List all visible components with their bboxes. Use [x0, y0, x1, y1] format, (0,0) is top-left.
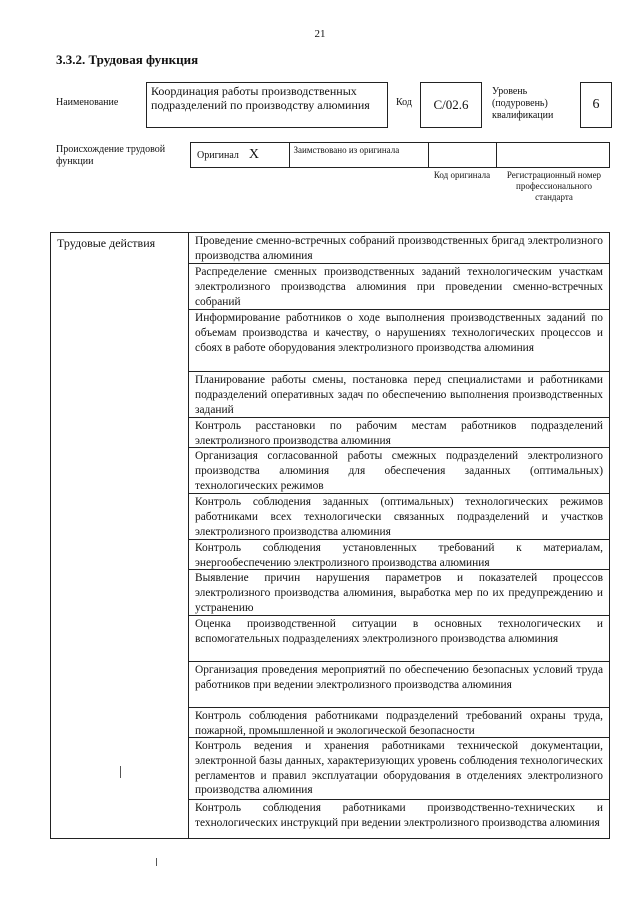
borrowed-label: Заимствовано из оригинала	[289, 143, 428, 167]
original-mark: X	[248, 147, 260, 162]
action-row: Распределение сменных производственных заданий технологическим участкам электролизного производства алюминия при проведении сменно-встречных собраний	[189, 263, 609, 309]
action-row: Информирование работников о ходе выполнения производственных заданий по объемам производства и качеству, о нарушениях технологических процессов и сбоях в работе оборудования электролизного производства алюминия	[189, 309, 609, 371]
origin-label: Происхождение трудовой функции	[56, 144, 166, 167]
action-row: Планирование работы смены, постановка перед специалистами и работниками подразделений оперативных задач по обеспечению выполнения производственных заданий	[189, 371, 609, 417]
original-code-cell	[428, 143, 496, 167]
scan-mark	[156, 858, 157, 866]
action-row: Контроль соблюдения установленных требований к материалам, энергообеспечению электролизного производства алюминия	[189, 539, 609, 569]
action-row: Организация проведения мероприятий по обеспечению безопасных условий труда работников при ведении электролизного производства алюминия	[189, 661, 609, 707]
action-row: Организация согласованной работы смежных подразделений электролизного производства алюминия для обеспечения заданных (оптимальных) технологических режимов	[189, 447, 609, 493]
labor-actions-table	[50, 232, 610, 839]
reg-number-cell	[496, 143, 609, 167]
scan-mark	[120, 766, 121, 778]
function-name-box: Координация работы производственных подразделений по производству алюминия	[146, 82, 388, 128]
level-label: Уровень (подуровень) квалификации	[492, 86, 554, 121]
function-code-box: С/02.6	[420, 82, 482, 128]
original-cell	[191, 143, 289, 167]
origin-table	[190, 142, 610, 168]
labor-actions-label: Трудовые действия	[51, 233, 189, 838]
section-title: 3.3.2. Трудовая функция	[56, 52, 199, 67]
action-row: Выявление причин нарушения параметров и показателей процессов электролизного производства алюминия, выработка мер по их предупреждению и устранению	[189, 569, 609, 615]
action-row: Контроль расстановки по рабочим местам работников подразделений электролизного производства алюминия	[189, 417, 609, 447]
action-row: Контроль соблюдения работниками подразделений требований охраны труда, пожарной, промышленной и экологической безопасности	[189, 707, 609, 737]
name-label: Наименование	[56, 97, 119, 108]
page-number: 21	[314, 28, 326, 40]
original-label: Оригинал	[197, 149, 239, 161]
reg-number-caption: Регистрационный номер профессионального стандарта	[506, 170, 602, 202]
qualification-level-box: 6	[580, 82, 612, 128]
action-row: Проведение сменно-встречных собраний производственных бригад электролизного производства алюминия	[195, 235, 603, 262]
action-row: Контроль ведения и хранения работниками технической документации, электронной базы данных, характеризующих уровень соблюдения технологических регламентов и правил эксплуатации оборудования в отделениях электролизного производства алюминия	[189, 737, 609, 799]
original-code-caption: Код оригинала	[433, 170, 491, 180]
action-row: Оценка производственной ситуации в основных технологических и вспомогательных подразделениях электролизного производства алюминия	[189, 615, 609, 661]
action-row: Контроль соблюдения заданных (оптимальных) технологических режимов работниками всех технологически связанных подразделений и участков электролизного производства алюминия	[189, 493, 609, 539]
action-row: Контроль соблюдения работниками производственно-технических и технологических инструкций при ведении электролизного производства алюминия	[189, 799, 609, 838]
code-label: Код	[396, 97, 412, 108]
